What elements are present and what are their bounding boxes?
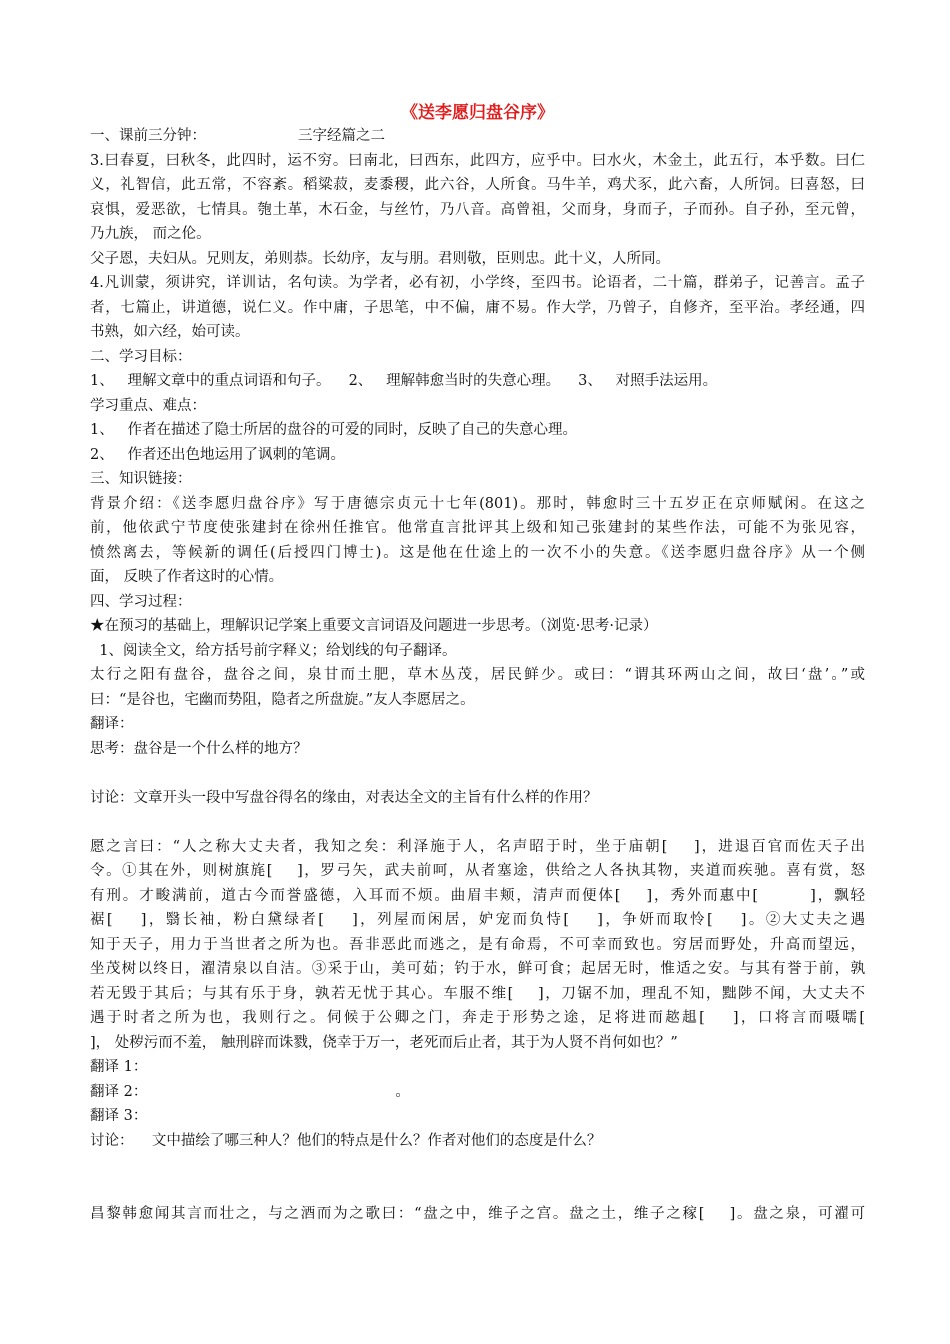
paragraph-4-line-2: 者，七篇止，讲道德，说仁义。作中庸，子思笔，中不偏，庸不易。作大学，乃曾子，自修齐，至平治。孝经通，四 xyxy=(90,299,865,316)
passage-2-line-9: ]， 处秽污而不羞， 触刑辟而诛戮，侥幸于万一，老死而后止者，其于为人贤不肖何如也？” xyxy=(90,1034,678,1051)
passage-2-line-3: 有刑。才畯满前，道古今而誉盛德，入耳而不烦。曲眉丰颊，清声而便体[ ]，秀外而惠中[ ]，飘轻 xyxy=(90,887,865,904)
answer-space xyxy=(90,810,865,835)
answer-space xyxy=(90,1178,865,1203)
goal-3: 3、 对照手法运用。 xyxy=(578,373,718,389)
passage-2-line-7: 若无毁于其后；与其有乐于身，孰若无忧于其心。车服不维[ ]，刀锯不加，理乱不知，黜陟不闻，大丈夫不 xyxy=(90,985,865,1002)
translate-label: 翻译： xyxy=(90,716,134,732)
goals-line xyxy=(90,369,865,394)
background-line-2: 前，他依武宁节度使张建封在徐州任推官。他常直言批评其上级和知己张建封的某些作法，可能不为张见容， xyxy=(90,520,865,536)
paragraph-4-line-3: 书熟，如六经，始可读。 xyxy=(90,324,250,340)
passage-2-line-6: 坐茂树以终日，濯清泉以自洁。③采于山，美可茹；钓于水，鲜可食；起居无时，惟适之安。与其有誉于前，孰 xyxy=(90,961,865,977)
star-instruction: ★在预习的基础上，理解识记学案上重要文言词语及问题进一步思考。（浏览·思考·记录） xyxy=(90,618,658,634)
passage-1-line-2: 曰：“是谷也，宅幽而势阻，隐者之所盘旋。”友人李愿居之。 xyxy=(90,691,475,708)
answer-space xyxy=(90,761,865,786)
translation-2-label: 翻译 2： xyxy=(90,1083,148,1100)
paragraph-3-line-1: 3.曰春夏，曰秋冬，此四时，运不穷。曰南北，曰西东，此四方，应乎中。曰水火，木金土，此五行，本乎数。曰仁 xyxy=(90,152,865,169)
passage-2-line-4: 裾[ ]，翳长袖，粉白黛绿者[ ]，列屋而闲居，妒宠而负恃[ ]，争妍而取怜[ ]。②大丈夫之遇 xyxy=(90,912,865,928)
paragraph-3-line-4: 乃九族， 而之伦。 xyxy=(90,226,211,242)
section-2-heading: 二、学习目标： xyxy=(90,348,192,365)
passage-2-line-1: 愿之言曰：“人之称大丈夫者，我知之矣：利泽施于人，名声昭于时，坐于庙朝[ ]，进退百官而佐天子出 xyxy=(90,838,865,855)
passage-1-line-1: 太行之阳有盘谷，盘谷之间，泉甘而土肥，草木丛茂，居民鲜少。或曰：“谓其环两山之间，故曰‘盘’。”或 xyxy=(90,667,865,683)
document-body xyxy=(90,124,865,1227)
passage-2-line-5: 知于天子，用力于当世者之所为也。吾非恶此而逃之，是有命焉，不可幸而致也。穷居而野处，升高而望远， xyxy=(90,936,865,953)
focus-heading: 学习重点、难点： xyxy=(90,397,206,414)
focus-1: 1、 作者在描述了隐士所居的盘谷的可爱的同时，反映了自己的失意心理。 xyxy=(90,422,578,438)
paragraph-3-line-3: 哀惧，爱恶欲，七情具。匏土革，木石金，与丝竹，乃八音。高曾祖，父而身，身而子，子而孙。自子孙，至元曾， xyxy=(90,201,865,218)
goal-1: 1、 理解文章中的重点词语和句子。 xyxy=(90,373,331,389)
paragraph-3-line-2: 义，礼智信，此五常，不容紊。稻粱菽，麦黍稷，此六谷，人所食。马牛羊，鸡犬豕，此六畜，人所饲。曰喜怒，曰 xyxy=(90,177,865,193)
discussion-1: 讨论：文章开头一段中写盘谷得名的缘由，对表达全文的主旨有什么样的作用？ xyxy=(90,789,598,806)
section-4-heading: 四、学习过程： xyxy=(90,593,192,610)
goal-2: 2、 理解韩愈当时的失意心理。 xyxy=(348,373,561,389)
section-1-label: 一、课前三分钟： xyxy=(90,128,206,144)
background-line-3: 愤然离去，等候新的调任(后授四门博士)。这是他在仕途上的一次不小的失意。《送李愿归盘谷序》从一个侧 xyxy=(90,544,865,561)
translation-2-line xyxy=(90,1080,865,1105)
think-question: 思考：盘谷是一个什么样的地方？ xyxy=(90,740,308,757)
section-1-heading xyxy=(90,124,865,149)
translation-3-label: 翻译 3： xyxy=(90,1108,148,1124)
step-1-instruction: 1、阅读全文，给方括号前字释义；给划线的句子翻译。 xyxy=(90,642,457,659)
passage-2-line-8: 遇于时者之所为也，我则行之。伺候于公卿之门，奔走于形势之途，足将进而趑趄[ ]，口将言而嗫嚅[ xyxy=(90,1010,865,1026)
paragraph-4-line-1: 4.凡训蒙，须讲究，详训诂，名句读。为学者，必有初，小学终，至四书。论语者，二十篇，群弟子，记善言。孟子 xyxy=(90,275,865,291)
translation-2-period: 。 xyxy=(395,1083,410,1100)
discussion-2: 讨论： 文中描绘了哪三种人？他们的特点是什么？作者对他们的态度是什么？ xyxy=(90,1132,602,1149)
section-1-subtitle: 三字经篇之二 xyxy=(298,128,385,144)
background-line-1: 背景介绍：《送李愿归盘谷序》写于唐德宗贞元十七年(801)。那时，韩愈时三十五岁正在京师赋闲。在这之 xyxy=(90,495,865,512)
paragraph-3-line-5: 父子恩，夫妇从。兄则友，弟则恭。长幼序，友与朋。君则敬，臣则忠。此十义，人所同。 xyxy=(90,250,670,267)
translation-1-label: 翻译 1： xyxy=(90,1059,148,1075)
focus-2: 2、 作者还出色地运用了讽刺的笔调。 xyxy=(90,446,346,463)
passage-2-line-2: 令。①其在外，则树旗旄[ ]，罗弓矢，武夫前呵，从者塞途，供给之人各执其物，夹道而疾驰。喜有赏，怒 xyxy=(90,863,865,879)
section-3-heading: 三、知识链接： xyxy=(90,471,192,487)
background-line-4: 面， 反映了作者这时的心情。 xyxy=(90,569,284,585)
document-title: 《送李愿归盘谷序》 xyxy=(401,103,554,123)
answer-space xyxy=(90,1153,865,1178)
closing-line: 昌黎韩愈闻其言而壮之，与之酒而为之歌曰：“盘之中，维子之宫。盘之土，维子之稼[ ]。盘之泉，可濯可 xyxy=(90,1206,865,1222)
